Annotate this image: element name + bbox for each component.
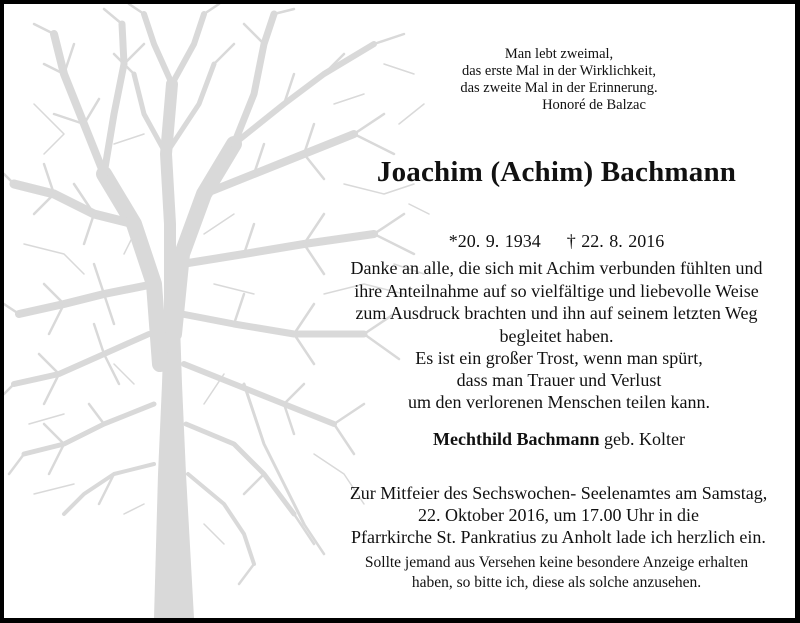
comfort-paragraph	[364, 347, 754, 413]
epigraph-quote	[399, 46, 719, 114]
quote-line: Man lebt zweimal,	[504, 46, 614, 62]
note-line: haben, so bitte ich, diese als solche anzusehen.	[411, 574, 702, 591]
invitation-paragraph	[326, 482, 791, 548]
note-line: Sollte jemand aus Versehen keine besondere Anzeige erhalten	[364, 554, 749, 571]
death-date: † 22. 8. 2016	[566, 231, 665, 251]
thanks-line: begleitet haben.	[499, 325, 614, 346]
signer-name: Mechthild Bachmann	[432, 429, 600, 449]
quote-line: das zweite Mal in der Erinnerung.	[460, 80, 658, 96]
quote-author: Honoré de Balzac	[542, 97, 646, 113]
closing-note	[334, 553, 779, 593]
signer-maiden-name: geb. Kolter	[599, 429, 685, 449]
signer	[364, 427, 754, 451]
invitation-line: 22. Oktober 2016, um 17.00 Uhr in die	[418, 505, 699, 525]
quote-line: das erste Mal in der Wirklichkeit,	[461, 63, 657, 79]
thanks-line: Danke an alle, die sich mit Achim verbunden fühlten und	[350, 258, 763, 278]
obituary-card	[4, 4, 795, 618]
comfort-line: Es ist ein großer Trost, wenn man spürt,	[415, 348, 703, 368]
invitation-line: Zur Mitfeier des Sechswochen- Seelenamtes am Samstag,	[349, 483, 768, 503]
invitation-line: Pfarrkirche St. Pankratius zu Anholt lade ich herzlich ein.	[351, 527, 766, 547]
comfort-line: dass man Trauer und Verlust	[456, 370, 662, 390]
thanks-line: ihre Anteilnahme auf so vielfältige und liebevolle Weise	[354, 280, 759, 301]
deceased-name: Joachim (Achim) Bachmann	[376, 156, 737, 188]
comfort-line: um den verlorenen Menschen teilen kann.	[408, 392, 710, 412]
life-dates	[344, 230, 769, 252]
thanks-paragraph	[334, 257, 779, 347]
thanks-line: zum Ausdruck brachten und ihn auf seinem letzten Weg	[355, 303, 758, 323]
birth-date: *20. 9. 1934	[448, 231, 541, 251]
